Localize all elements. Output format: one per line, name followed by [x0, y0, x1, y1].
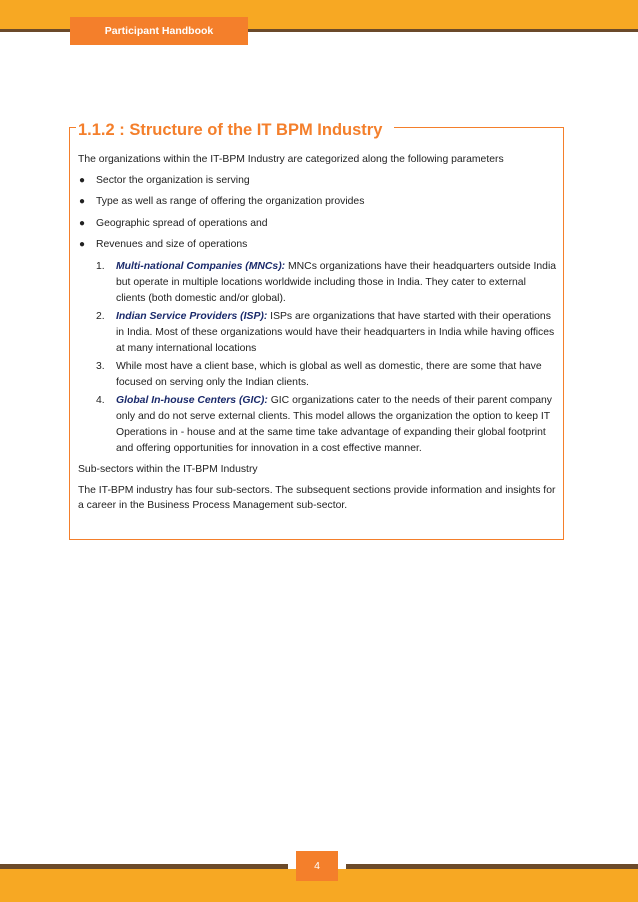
intro-paragraph: The organizations within the IT-BPM Industry are categorized along the following parameters: [78, 154, 504, 165]
handbook-tab-label: Participant Handbook: [104, 25, 214, 37]
section-content: [78, 152, 558, 513]
handbook-tab: [70, 17, 248, 45]
numbered-item-gic: [78, 393, 558, 457]
numbered-item-mnc: [78, 259, 558, 307]
list-item: ● Type as well as range of offering the organization provides: [79, 196, 365, 208]
bullet-icon: ●: [79, 175, 86, 186]
list-item: ● Sector the organization is serving: [79, 175, 250, 186]
organization-type-list: [78, 259, 558, 457]
numbered-item-isp: [78, 309, 558, 357]
list-item: ● Revenues and size of operations: [79, 239, 248, 251]
item-number: 1.: [96, 261, 105, 273]
item-text: MNCs organizations have their headquarters outside India but operate in multiple locations worldwide including those in India. They cater to external clients (both domestic and/or global).: [116, 261, 557, 305]
subsectors-heading: Sub-sectors within the IT-BPM Industry: [78, 464, 258, 476]
parameter-list: [78, 173, 558, 252]
item-text: GIC organizations cater to the needs of their parent company only and do not serve external clients. This model allows the organization the option to keep IT Operations in - house and at the same time take advantage of expanding their global footprint and offering opportunities for innovation in a cost effective manner.: [116, 395, 552, 455]
bullet-icon: ●: [79, 196, 86, 208]
page-number: 4: [314, 860, 320, 872]
term-gic: Global In-house Centers (GIC):: [116, 395, 268, 407]
bullet-icon: ●: [79, 217, 86, 229]
section-title: 1.1.2 : Structure of the IT BPM Industry: [76, 119, 394, 141]
item-number: 3.: [96, 361, 105, 373]
page-number-box: [296, 851, 338, 881]
list-item: ● Geographic spread of operations and: [79, 217, 268, 229]
bullet-icon: ●: [79, 239, 86, 251]
numbered-item-client-base: [78, 359, 558, 391]
item-number: 4.: [96, 395, 105, 407]
term-isp: Indian Service Providers (ISP):: [116, 311, 268, 323]
closing-paragraph: The IT-BPM industry has four sub-sectors. The subsequent sections provide information and insights for a career in the Business Process Management sub-sector.: [78, 485, 556, 512]
item-number: 2.: [96, 311, 105, 323]
item-text: ISPs are organizations that have started with their operations in India. Most of these organizations would have their headquarters in India while having offices at many international locations: [116, 311, 555, 355]
term-mnc: Multi-national Companies (MNCs):: [116, 261, 286, 273]
item-text: While most have a client base, which is global as well as domestic, there are some that have focused on serving only the Indian clients.: [116, 361, 542, 389]
